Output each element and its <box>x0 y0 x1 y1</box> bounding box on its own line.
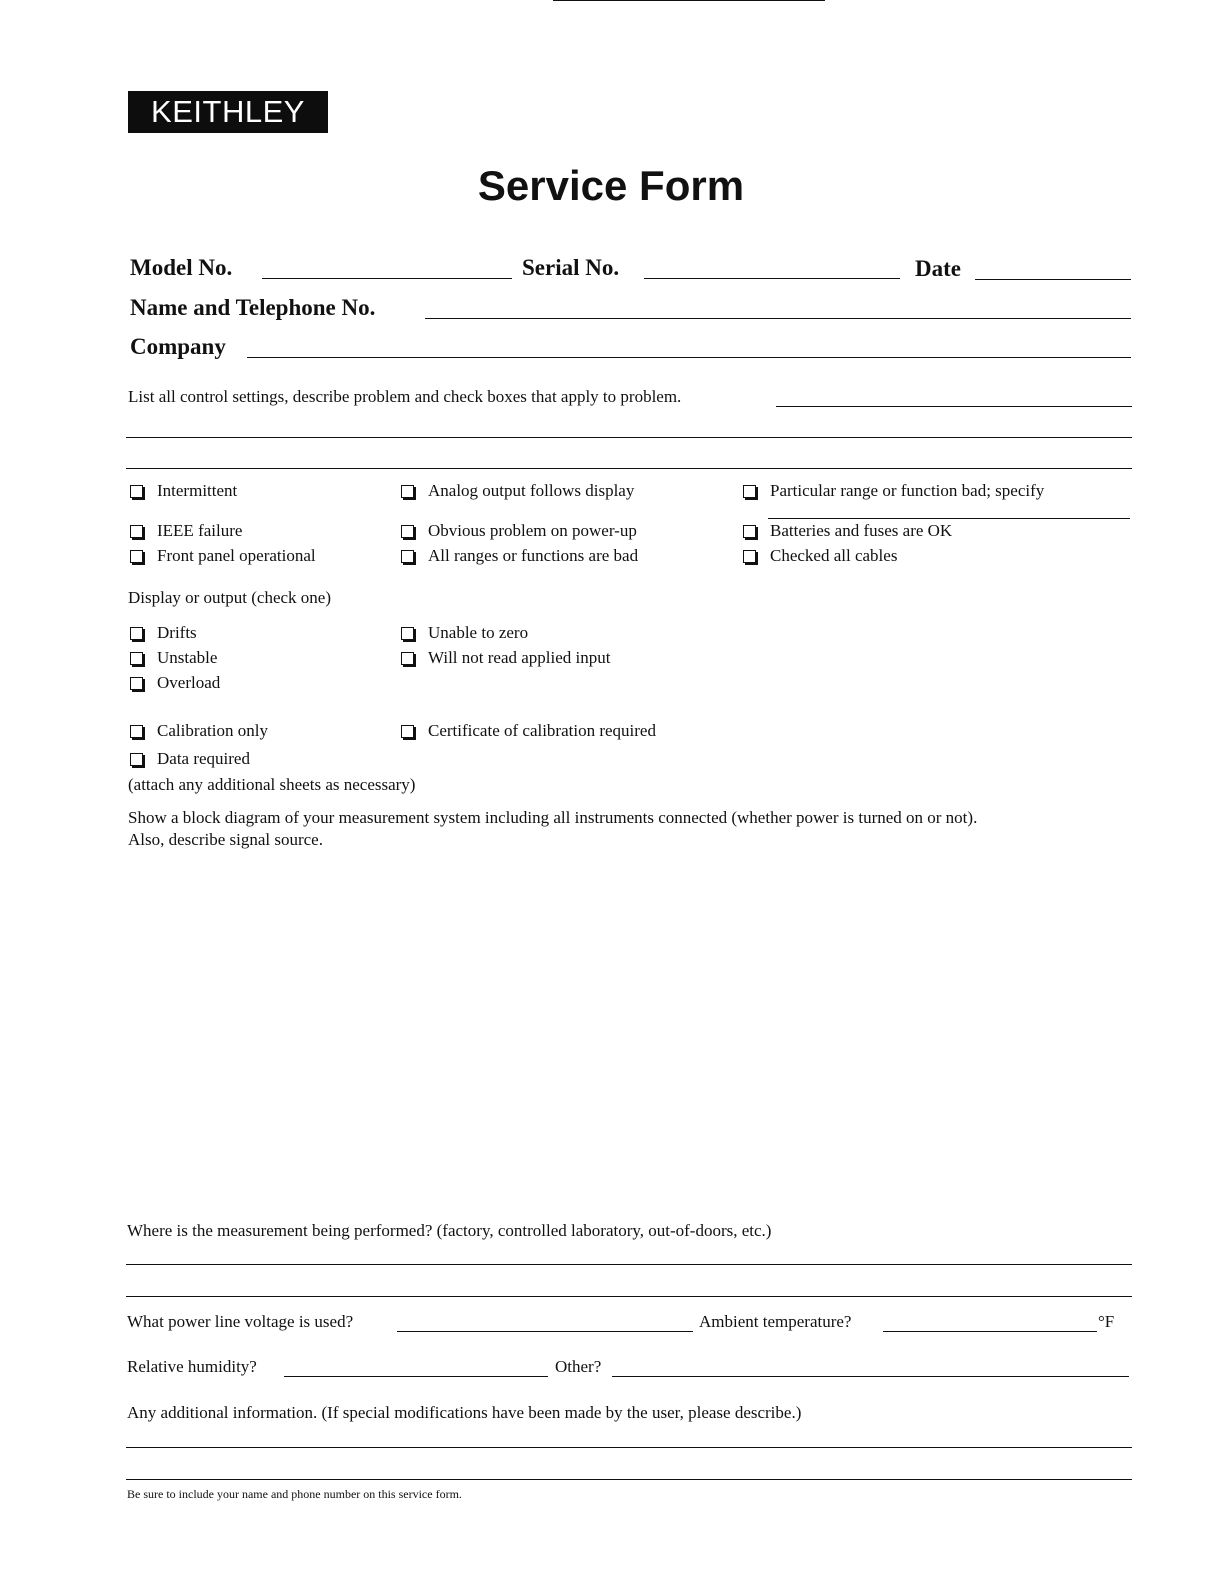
checkbox-icon <box>743 525 756 538</box>
name-phone-label: Name and Telephone No. <box>130 295 376 320</box>
checkbox-icon <box>130 485 143 498</box>
power-line-field[interactable] <box>397 1331 693 1332</box>
keithley-logo: KEITHLEY <box>128 91 328 133</box>
checkbox-batteries-fuses[interactable]: Batteries and fuses are OK <box>743 521 952 541</box>
checkbox-icon <box>130 550 143 563</box>
checkbox-front-panel[interactable]: Front panel operational <box>130 546 316 566</box>
temp-unit: °F <box>1098 1312 1115 1331</box>
other-field[interactable] <box>612 1376 1129 1377</box>
checkbox-icon <box>743 550 756 563</box>
humidity-question: Relative humidity? <box>127 1357 257 1376</box>
attach-note: (attach any additional sheets as necessary) <box>128 775 416 794</box>
checkbox-icon <box>743 485 756 498</box>
measurement-location-question: Where is the measurement being performed? (factory, controlled laboratory, out-of-doors, etc.) <box>127 1221 772 1240</box>
checkbox-data-required[interactable]: Data required <box>130 749 250 769</box>
page-title: Service Form <box>477 162 745 209</box>
checkbox-particular-range[interactable]: Particular range or function bad; specify <box>743 481 1044 501</box>
checkbox-obvious-problem[interactable]: Obvious problem on power-up <box>401 521 637 541</box>
footer-note: Be sure to include your name and phone number on this service form. <box>127 1487 462 1501</box>
checkbox-overload[interactable]: Overload <box>130 673 220 693</box>
checkbox-will-not-read[interactable]: Will not read applied input <box>401 648 611 668</box>
checkbox-unstable[interactable]: Unstable <box>130 648 217 668</box>
ambient-temp-question: Ambient temperature? <box>699 1312 852 1331</box>
additional-info-question: Any additional information. (If special modifications have been made by the user, please describe.) <box>127 1403 802 1422</box>
top-edge-rule <box>553 0 825 1</box>
block-diagram-instruction: Show a block diagram of your measurement system including all instruments connected (whether power is turned on or not). <box>128 808 978 827</box>
display-output-heading: Display or output (check one) <box>128 588 331 607</box>
checkbox-icon <box>130 525 143 538</box>
checkbox-certificate-required[interactable]: Certificate of calibration required <box>401 721 656 741</box>
problem-line-1[interactable] <box>776 406 1132 407</box>
checkbox-icon <box>130 652 143 665</box>
checkbox-icon <box>130 725 143 738</box>
problem-line-2[interactable] <box>126 437 1132 438</box>
checkbox-icon <box>401 627 414 640</box>
date-label: Date <box>915 256 961 281</box>
checkbox-icon <box>130 677 143 690</box>
checkbox-analog-output[interactable]: Analog output follows display <box>401 481 634 501</box>
location-line-1[interactable] <box>126 1264 1132 1265</box>
checkbox-icon <box>401 485 414 498</box>
checkbox-icon <box>401 525 414 538</box>
date-field[interactable] <box>975 279 1131 280</box>
instructions-text: List all control settings, describe problem and check boxes that apply to problem. <box>128 387 682 406</box>
serial-field[interactable] <box>644 278 900 279</box>
company-label: Company <box>130 334 226 359</box>
additional-line-1[interactable] <box>126 1447 1132 1448</box>
power-line-question: What power line voltage is used? <box>127 1312 354 1331</box>
block-diagram-area[interactable] <box>126 858 1132 1198</box>
model-field[interactable] <box>262 278 512 279</box>
checkbox-ieee-failure[interactable]: IEEE failure <box>130 521 242 541</box>
signal-source-instruction: Also, describe signal source. <box>128 830 323 849</box>
name-phone-field[interactable] <box>425 318 1131 319</box>
additional-line-2[interactable] <box>126 1479 1132 1480</box>
specify-field[interactable] <box>768 518 1130 519</box>
checkbox-all-ranges-bad[interactable]: All ranges or functions are bad <box>401 546 638 566</box>
other-question: Other? <box>555 1357 602 1376</box>
checkbox-icon <box>130 753 143 766</box>
humidity-field[interactable] <box>284 1376 548 1377</box>
checkbox-icon <box>130 627 143 640</box>
location-line-2[interactable] <box>126 1296 1132 1297</box>
checkbox-icon <box>401 550 414 563</box>
checkbox-drifts[interactable]: Drifts <box>130 623 197 643</box>
ambient-temp-field[interactable] <box>883 1331 1097 1332</box>
checkbox-icon <box>401 652 414 665</box>
serial-label: Serial No. <box>522 255 620 280</box>
problem-line-3[interactable] <box>126 468 1132 469</box>
checkbox-icon <box>401 725 414 738</box>
checkbox-calibration-only[interactable]: Calibration only <box>130 721 268 741</box>
model-label: Model No. <box>130 255 233 280</box>
checkbox-checked-cables[interactable]: Checked all cables <box>743 546 897 566</box>
checkbox-unable-zero[interactable]: Unable to zero <box>401 623 528 643</box>
company-field[interactable] <box>247 357 1131 358</box>
checkbox-intermittent[interactable]: Intermittent <box>130 481 237 501</box>
